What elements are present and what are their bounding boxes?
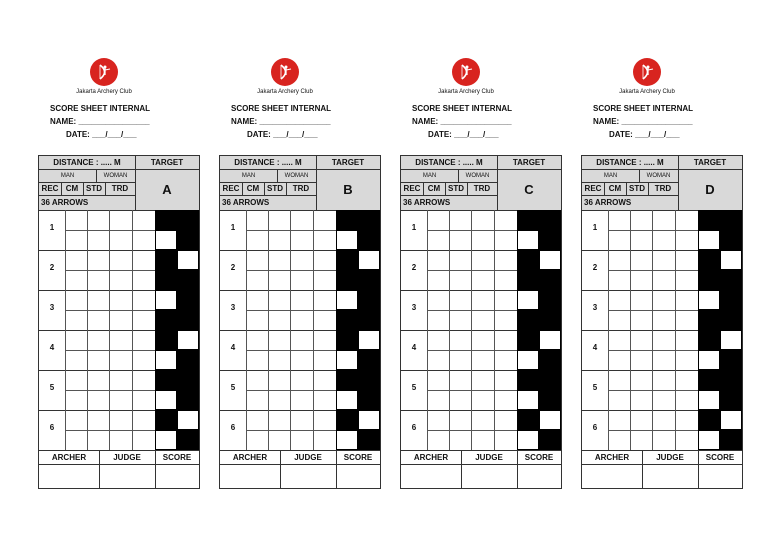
grid-line xyxy=(652,210,653,450)
grid-border xyxy=(582,450,742,451)
grid-line xyxy=(39,410,155,411)
grid-line xyxy=(608,310,698,311)
gender-woman: WOMAN xyxy=(465,172,490,179)
club-logo xyxy=(633,58,661,86)
grid-line xyxy=(401,410,517,411)
grid-line xyxy=(246,430,336,431)
target-cell xyxy=(155,350,177,370)
target-cell xyxy=(177,290,199,310)
grid-line xyxy=(608,430,698,431)
grid-line xyxy=(39,370,155,371)
club-name: Jakarta Archery Club xyxy=(257,89,313,95)
footer-archer: ARCHER xyxy=(594,453,630,462)
category-trd[interactable]: TRD xyxy=(654,184,672,193)
category-trd[interactable]: TRD xyxy=(473,184,491,193)
target-cell xyxy=(358,310,380,330)
footer-judge: JUDGE xyxy=(475,453,503,462)
footer-score: SCORE xyxy=(343,453,373,462)
target-cell xyxy=(358,430,380,450)
sheet-title: SCORE SHEET INTERNAL xyxy=(231,104,332,113)
target-cell xyxy=(336,410,358,430)
target-cell xyxy=(358,250,380,270)
footer-score: SCORE xyxy=(524,453,554,462)
club-name: Jakarta Archery Club xyxy=(76,89,132,95)
target-cell xyxy=(177,250,199,270)
grid-line xyxy=(582,370,698,371)
target-cell xyxy=(720,210,742,230)
footer-judge: JUDGE xyxy=(113,453,141,462)
target-cell xyxy=(155,210,177,230)
target-cell xyxy=(517,250,539,270)
grid-line xyxy=(65,430,155,431)
target-cell xyxy=(177,390,199,410)
target-cell xyxy=(155,430,177,450)
score-table xyxy=(581,155,743,489)
target-cell xyxy=(539,290,561,310)
name-field[interactable]: NAME: ________________ xyxy=(231,117,331,126)
target-cell xyxy=(698,270,720,290)
target-cell xyxy=(539,210,561,230)
grid-line xyxy=(401,290,517,291)
arrows-label: 36 ARROWS xyxy=(403,198,451,207)
target-cell xyxy=(177,410,199,430)
target-cell xyxy=(155,250,177,270)
footer-divider xyxy=(39,464,199,465)
target-cell xyxy=(698,250,720,270)
target-cell xyxy=(720,410,742,430)
sheet-title: SCORE SHEET INTERNAL xyxy=(412,104,513,113)
target-cell xyxy=(358,410,380,430)
category-rec[interactable]: REC xyxy=(584,184,602,193)
category-rec[interactable]: REC xyxy=(403,184,421,193)
target-cell xyxy=(698,410,720,430)
grid-line xyxy=(608,350,698,351)
grid-line xyxy=(427,350,517,351)
grid-line xyxy=(65,390,155,391)
target-cell xyxy=(177,270,199,290)
grid-line xyxy=(39,250,155,251)
target-letter: D xyxy=(705,182,715,197)
target-cell xyxy=(698,330,720,350)
score-table xyxy=(400,155,562,489)
grid-line xyxy=(494,210,495,450)
gender-woman: WOMAN xyxy=(103,172,128,179)
target-cell xyxy=(539,230,561,250)
target-cell xyxy=(698,370,720,390)
category-rec[interactable]: REC xyxy=(41,184,59,193)
grid-line xyxy=(608,390,698,391)
target-cell xyxy=(177,330,199,350)
date-field[interactable]: DATE: ___/___/___ xyxy=(66,130,137,139)
grid-line xyxy=(220,410,336,411)
target-label: TARGET xyxy=(150,158,184,167)
target-label: TARGET xyxy=(512,158,546,167)
distance-label: DISTANCE : ..... M xyxy=(415,158,483,167)
row-number: 2 xyxy=(230,263,236,272)
target-cell xyxy=(517,290,539,310)
grid-line xyxy=(39,330,155,331)
footer-judge: JUDGE xyxy=(294,453,322,462)
target-cell xyxy=(698,230,720,250)
target-cell xyxy=(698,430,720,450)
target-letter: B xyxy=(343,182,353,197)
target-cell xyxy=(517,410,539,430)
grid-line xyxy=(313,210,314,450)
target-cell xyxy=(720,330,742,350)
target-cell xyxy=(155,230,177,250)
row-number: 6 xyxy=(411,423,417,432)
target-cell xyxy=(336,250,358,270)
grid-border xyxy=(401,450,561,451)
grid-line xyxy=(220,330,336,331)
grid-line xyxy=(427,430,517,431)
date-field[interactable]: DATE: ___/___/___ xyxy=(428,130,499,139)
target-letter: C xyxy=(524,182,534,197)
target-cell xyxy=(177,430,199,450)
target-cell xyxy=(720,250,742,270)
target-cell xyxy=(517,330,539,350)
row-number: 3 xyxy=(49,303,55,312)
grid-line xyxy=(608,210,609,450)
grid-line xyxy=(246,230,336,231)
target-cell xyxy=(177,310,199,330)
gender-man: MAN xyxy=(60,172,75,179)
target-cell xyxy=(539,350,561,370)
arrows-label: 36 ARROWS xyxy=(222,198,270,207)
grid-line xyxy=(675,210,676,450)
grid-line xyxy=(449,210,450,450)
row-number: 5 xyxy=(411,383,417,392)
target-cell xyxy=(336,390,358,410)
gender-woman: WOMAN xyxy=(646,172,671,179)
target-cell xyxy=(177,230,199,250)
grid-line xyxy=(582,410,698,411)
grid-line xyxy=(401,250,517,251)
target-cell xyxy=(155,390,177,410)
gender-woman: WOMAN xyxy=(284,172,309,179)
grid-border xyxy=(220,450,380,451)
row-number: 3 xyxy=(230,303,236,312)
date-field[interactable]: DATE: ___/___/___ xyxy=(609,130,680,139)
target-cell xyxy=(698,350,720,370)
grid-line xyxy=(109,210,110,450)
target-cell xyxy=(720,430,742,450)
footer-divider xyxy=(220,464,380,465)
grid-line xyxy=(220,290,336,291)
category-std[interactable]: STD xyxy=(267,184,283,193)
row-number: 4 xyxy=(411,343,417,352)
target-cell xyxy=(177,370,199,390)
footer-score: SCORE xyxy=(705,453,735,462)
target-cell xyxy=(336,370,358,390)
gender-man: MAN xyxy=(422,172,437,179)
grid-border xyxy=(39,450,199,451)
target-cell xyxy=(336,270,358,290)
footer-score: SCORE xyxy=(162,453,192,462)
row-number: 1 xyxy=(49,223,55,232)
footer-archer: ARCHER xyxy=(232,453,268,462)
target-letter: A xyxy=(162,182,172,197)
category-cm[interactable]: CM xyxy=(246,184,260,193)
grid-line xyxy=(246,390,336,391)
category-rec[interactable]: REC xyxy=(222,184,240,193)
target-cell xyxy=(539,390,561,410)
row-number: 2 xyxy=(592,263,598,272)
score-table xyxy=(219,155,381,489)
category-trd[interactable]: TRD xyxy=(111,184,129,193)
target-cell xyxy=(539,310,561,330)
target-cell xyxy=(517,210,539,230)
grid-line xyxy=(246,310,336,311)
grid-line xyxy=(630,210,631,450)
grid-line xyxy=(246,270,336,271)
distance-label: DISTANCE : ..... M xyxy=(53,158,121,167)
row-number: 4 xyxy=(49,343,55,352)
target-cell xyxy=(358,230,380,250)
target-cell xyxy=(517,350,539,370)
footer-archer: ARCHER xyxy=(413,453,449,462)
target-cell xyxy=(336,330,358,350)
grid-line xyxy=(582,330,698,331)
category-std[interactable]: STD xyxy=(86,184,102,193)
grid-line xyxy=(246,210,247,450)
grid-line xyxy=(39,290,155,291)
row-number: 5 xyxy=(49,383,55,392)
grid-line xyxy=(220,250,336,251)
arrows-label: 36 ARROWS xyxy=(584,198,632,207)
row-number: 4 xyxy=(592,343,598,352)
grid-line xyxy=(401,370,517,371)
date-field[interactable]: DATE: ___/___/___ xyxy=(247,130,318,139)
grid-line xyxy=(427,270,517,271)
target-cell xyxy=(358,370,380,390)
club-name: Jakarta Archery Club xyxy=(438,89,494,95)
row-number: 5 xyxy=(592,383,598,392)
row-number: 1 xyxy=(411,223,417,232)
target-cell xyxy=(155,330,177,350)
grid-line xyxy=(608,270,698,271)
row-number: 1 xyxy=(592,223,598,232)
target-cell xyxy=(358,350,380,370)
name-field[interactable]: NAME: ________________ xyxy=(593,117,693,126)
row-number: 3 xyxy=(411,303,417,312)
target-cell xyxy=(177,210,199,230)
grid-line xyxy=(582,290,698,291)
club-name: Jakarta Archery Club xyxy=(619,89,675,95)
footer-judge: JUDGE xyxy=(656,453,684,462)
row-number: 6 xyxy=(230,423,236,432)
row-number: 5 xyxy=(230,383,236,392)
distance-label: DISTANCE : ..... M xyxy=(234,158,302,167)
target-label: TARGET xyxy=(693,158,727,167)
target-cell xyxy=(358,210,380,230)
grid-line xyxy=(65,230,155,231)
name-field[interactable]: NAME: ________________ xyxy=(412,117,512,126)
name-field[interactable]: NAME: ________________ xyxy=(50,117,150,126)
target-cell xyxy=(177,350,199,370)
grid-line xyxy=(427,210,428,450)
category-cm[interactable]: CM xyxy=(608,184,622,193)
gender-man: MAN xyxy=(241,172,256,179)
target-cell xyxy=(539,250,561,270)
target-cell xyxy=(517,310,539,330)
target-cell xyxy=(336,430,358,450)
grid-line xyxy=(608,230,698,231)
club-logo xyxy=(271,58,299,86)
score-table xyxy=(38,155,200,489)
target-cell xyxy=(698,290,720,310)
grid-line xyxy=(220,370,336,371)
category-cm[interactable]: CM xyxy=(427,184,441,193)
row-number: 1 xyxy=(230,223,236,232)
grid-line xyxy=(427,310,517,311)
target-cell xyxy=(358,270,380,290)
target-cell xyxy=(539,270,561,290)
grid-line xyxy=(132,210,133,450)
footer-archer: ARCHER xyxy=(51,453,87,462)
row-number: 6 xyxy=(592,423,598,432)
grid-line xyxy=(246,350,336,351)
distance-label: DISTANCE : ..... M xyxy=(596,158,664,167)
row-number: 3 xyxy=(592,303,598,312)
target-cell xyxy=(698,390,720,410)
row-number: 2 xyxy=(411,263,417,272)
target-cell xyxy=(539,370,561,390)
gender-man: MAN xyxy=(603,172,618,179)
target-cell xyxy=(539,410,561,430)
row-number: 4 xyxy=(230,343,236,352)
grid-line xyxy=(65,310,155,311)
target-cell xyxy=(720,290,742,310)
target-cell xyxy=(720,390,742,410)
target-cell xyxy=(698,310,720,330)
row-number: 6 xyxy=(49,423,55,432)
target-cell xyxy=(720,270,742,290)
target-cell xyxy=(336,350,358,370)
target-label: TARGET xyxy=(331,158,365,167)
grid-line xyxy=(65,270,155,271)
target-cell xyxy=(155,410,177,430)
target-cell xyxy=(517,370,539,390)
grid-line xyxy=(471,210,472,450)
category-std[interactable]: STD xyxy=(448,184,464,193)
category-std[interactable]: STD xyxy=(629,184,645,193)
grid-line xyxy=(290,210,291,450)
target-cell xyxy=(720,370,742,390)
target-cell xyxy=(155,270,177,290)
sheet-title: SCORE SHEET INTERNAL xyxy=(50,104,151,113)
target-cell xyxy=(539,430,561,450)
grid-line xyxy=(87,210,88,450)
target-cell xyxy=(517,390,539,410)
grid-line xyxy=(268,210,269,450)
grid-line xyxy=(582,250,698,251)
target-cell xyxy=(539,330,561,350)
target-cell xyxy=(720,230,742,250)
target-cell xyxy=(155,370,177,390)
target-cell xyxy=(358,330,380,350)
target-cell xyxy=(720,310,742,330)
target-cell xyxy=(517,230,539,250)
arrows-label: 36 ARROWS xyxy=(41,198,89,207)
target-cell xyxy=(336,230,358,250)
club-logo xyxy=(452,58,480,86)
target-cell xyxy=(517,270,539,290)
target-cell xyxy=(155,290,177,310)
target-cell xyxy=(336,310,358,330)
target-cell xyxy=(517,430,539,450)
target-cell xyxy=(720,350,742,370)
grid-line xyxy=(427,230,517,231)
category-cm[interactable]: CM xyxy=(65,184,79,193)
grid-line xyxy=(427,390,517,391)
target-cell xyxy=(336,210,358,230)
grid-line xyxy=(401,330,517,331)
grid-line xyxy=(65,350,155,351)
grid-line xyxy=(65,210,66,450)
category-trd[interactable]: TRD xyxy=(292,184,310,193)
footer-divider xyxy=(401,464,561,465)
club-logo xyxy=(90,58,118,86)
target-cell xyxy=(155,310,177,330)
footer-divider xyxy=(582,464,742,465)
row-number: 2 xyxy=(49,263,55,272)
target-cell xyxy=(336,290,358,310)
sheet-title: SCORE SHEET INTERNAL xyxy=(593,104,694,113)
target-cell xyxy=(358,290,380,310)
target-cell xyxy=(698,210,720,230)
target-cell xyxy=(358,390,380,410)
